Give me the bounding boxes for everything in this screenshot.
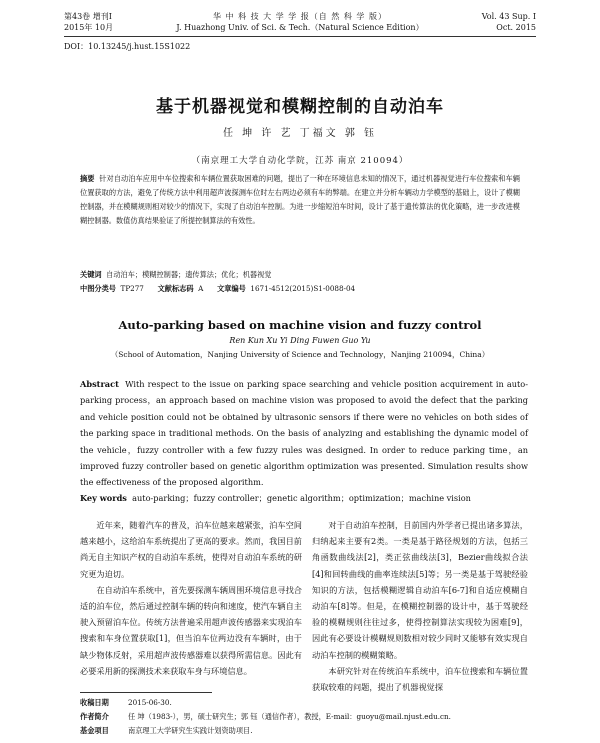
header-volume: 第43卷 增刊Ⅰ [64, 12, 112, 21]
received-label: 收稿日期 [80, 698, 109, 707]
doi: DOI：10.13245/j.hust.15S1022 [64, 42, 191, 51]
abstract-cn-text: 针对自动泊车应用中车位搜索和车辆位置获取困难的问题，提出了一种在环境信息未知的情况下，通过机器视觉进行车位搜索和车辆位置获取的方法，避免了传统方法中利用超声波探测车位时左右两边必须有车的弊端。在建立并分析车辆动力学模型的基础上，设计了模糊控制器，并在模糊规则相对较少的情况下，实现了自动泊车控制。为进一步缩短泊车时间，设计了基于遗传算法的优化策略，进一步改进模糊控制器。数值仿真结果验证了所提控制算法的有效性。 [80, 174, 520, 225]
keywords-cn-text: 自动泊车；模糊控制器；遗传算法；优化；机器视觉 [106, 270, 272, 279]
body-paragraph: 对于自动泊车控制，目前国内外学者已提出诸多算法，归纳起来主要有2类。一类是基于路径规划的方法，包括三角函数曲线法[2]，类正弦曲线法[3]，Bezier曲线拟合法[4]和回转曲线的曲率连续法[5]等；另一类是基于驾驶经验知识的方法，包括模糊逻辑自动泊车[6-7]和自适应模糊自动泊车[8]等。但是，在模糊控制器的设计中，基于驾驶经验的模糊规则往往过多，使得控制算法实现较为困难[9]，因此有必要设计模糊规则数相对较少同时又能够有效实现自动泊车控制的模糊策略。 [312, 520, 528, 660]
header-date: 2015年 10月 [64, 23, 114, 32]
body-left-column [80, 517, 302, 679]
author-bio-value: 任 坤（1983-），男，硕士研究生；郭 钰（通信作者），教授，E-mail：guoyu@mail.njust.edu.cn. [128, 712, 451, 721]
header-vol-en: Vol. 43 Sup. Ⅰ [481, 12, 536, 21]
article-no-label: 文章编号 [217, 284, 246, 293]
body-right-column [312, 517, 528, 695]
clc-label: 中图分类号 [80, 284, 116, 293]
body-paragraph: 在自动泊车系统中，首先要探测车辆周围环境信息寻找合适的泊车位，然后通过控制车辆的转向和速度，使汽车辆自主驶入预留泊车位。传统方法普遍采用超声波传感器来实现泊车搜索和车身位置获取[1]，但当泊车位两边没有车辆时，由于缺少物体反射，采用超声波传感器难以获得所需信息。因此有必要采用新的探测技术来获取车身与环境信息。 [80, 584, 302, 676]
header-date-en: Oct. 2015 [496, 23, 536, 32]
keywords-en [80, 491, 528, 505]
header-journal-en: J. Huazhong Univ. of Sci. & Tech.（Natural Science Edition） [176, 23, 424, 32]
abstract-en [80, 376, 528, 491]
abstract-cn [80, 172, 520, 228]
keywords-en-text: auto-parking；fuzzy controller；genetic algorithm；optimization；machine vision [132, 493, 471, 503]
body-paragraph: 本研究针对在传统泊车系统中，泊车位搜索和车辆位置获取较难的问题，提出了机器视觉探 [312, 665, 528, 693]
article-no-value: 1671-4512(2015)S1-0088-04 [250, 284, 356, 293]
abstract-en-label: Abstract [80, 379, 119, 389]
received-value: 2015-06-30. [128, 698, 172, 707]
abstract-en-text: With respect to the issue on parking space searching and vehicle position acquirement in auto-parking process，an approach based on machine vision was proposed to avoid the defect that the parking and vehicle position could not be obtained by ultrasonic sensors if there were no vehicles on both sides of the parking space in traditional methods. On the basis of analyzing and establishing the dynamic model of the vehicle，fuzzy controller with a few fuzzy rules was designed. In order to reduce parking time，an improved fuzzy controller based on genetic algorithm optimization was presented. Simulation results show the effectiveness of the proposed algorithm. [80, 379, 528, 488]
fund-label: 基金项目 [80, 726, 109, 735]
affiliation-en: （School of Automation，Nanjing University of Science and Technology，Nanjing 210094，China） [110, 350, 490, 359]
doc-code-value: A [198, 284, 204, 293]
footnote-rule [80, 692, 212, 693]
doc-code-label: 文献标志码 [157, 284, 194, 293]
clc-value: TP277 [120, 284, 144, 293]
authors-en: Ren Kun Xu Yi Ding Fuwen Guo Yu [229, 336, 371, 345]
keywords-cn-label: 关键词 [80, 270, 102, 279]
affiliation-cn: （南京理工大学自动化学院，江苏 南京 210094） [191, 156, 409, 166]
header-rule [64, 36, 536, 37]
body-paragraph: 近年来，随着汽车的普及，泊车位越来越紧张，泊车空间越来越小，这给泊车系统提出了更高的要求。然而，我国目前尚无自主知识产权的自动泊车系统，使得对自动泊车系统的研究更为迫切。 [80, 520, 302, 579]
abstract-cn-label: 摘要 [80, 174, 95, 183]
authors-cn: 任 坤 许 艺 丁福文 郭 钰 [222, 128, 378, 139]
keywords-en-label: Key words [80, 493, 127, 503]
footnote-fund [80, 722, 252, 739]
paper-title-cn: 基于机器视觉和模糊控制的自动泊车 [156, 97, 444, 117]
header-journal-cn: 华 中 科 技 大 学 学 报（自 然 科 学 版） [213, 12, 387, 21]
fund-value: 南京理工大学研究生实践计划资助项目. [128, 726, 253, 735]
keywords-cn [80, 268, 520, 282]
classification-cn [80, 282, 520, 296]
paper-title-en: Auto-parking based on machine vision and fuzzy control [118, 318, 482, 332]
author-bio-label: 作者简介 [80, 712, 109, 721]
